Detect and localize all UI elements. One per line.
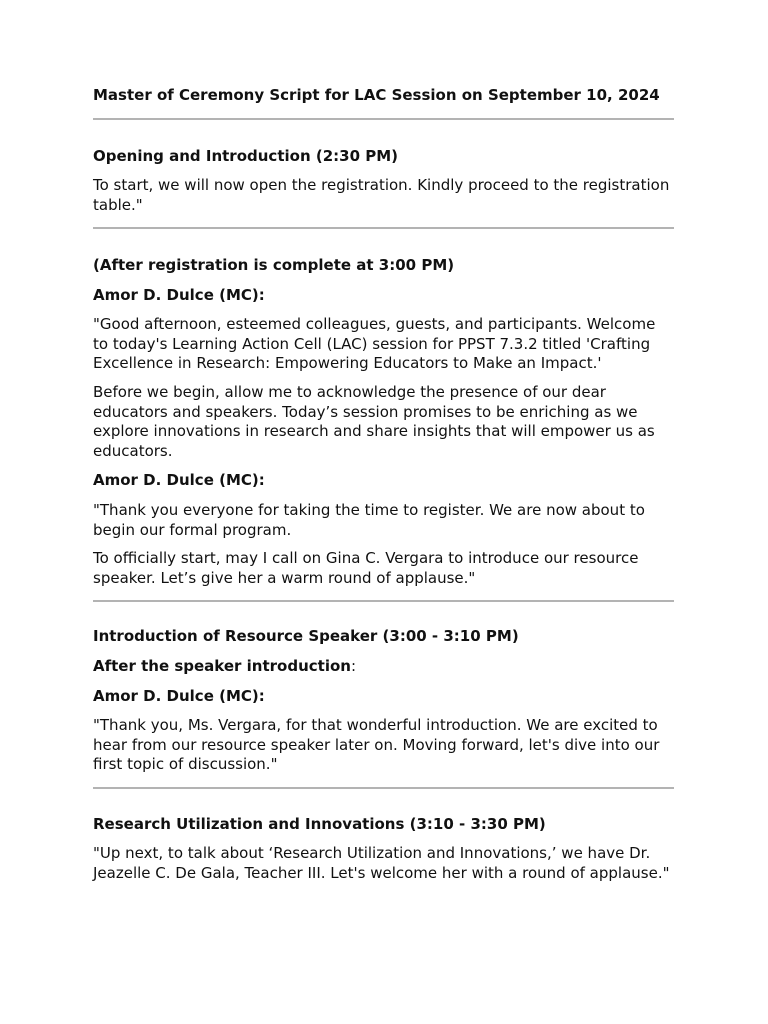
- call-speaker-paragraph: To officially start, may I call on Gina C. Vergara to introduce our resource speaker. Let’s give her a warm round of applause.": [93, 549, 639, 587]
- speaker-intro-heading: Introduction of Resource Speaker (3:00 - 3:10 PM): [93, 627, 519, 646]
- after-intro-line: [93, 657, 674, 677]
- speaker-label: Amor D. Dulce (MC):: [93, 686, 265, 705]
- speaker-label: Amor D. Dulce (MC):: [93, 471, 265, 490]
- section-divider: [93, 787, 674, 789]
- acknowledgement-paragraph: Before we begin, allow me to acknowledge the presence of our dear educators and speakers. Today’s session promises to be enriching as we explore innovations in research and share insights that will empower us as educators.: [93, 383, 655, 460]
- section-divider: [93, 118, 674, 120]
- section-divider: [93, 227, 674, 229]
- after-intro-label: After the speaker introduction: [93, 656, 351, 675]
- research-heading: Research Utilization and Innovations (3:10 - 3:30 PM): [93, 814, 546, 833]
- thank-you-paragraph: "Thank you everyone for taking the time to register. We are now about to begin our formal program.: [93, 501, 645, 539]
- after-intro-colon: :: [350, 656, 357, 675]
- section-divider: [93, 600, 674, 602]
- document-title: Master of Ceremony Script for LAC Session on September 10, 2024: [93, 86, 660, 104]
- speaker-label: Amor D. Dulce (MC):: [93, 285, 265, 304]
- welcome-paragraph: "Good afternoon, esteemed colleagues, guests, and participants. Welcome to today's Learning Action Cell (LAC) session for PPST 7.3.2 titled 'Crafting Excellence in Research: Empowering Educators to Make an Impact.': [93, 315, 656, 373]
- after-registration-heading: (After registration is complete at 3:00 PM): [93, 256, 455, 275]
- research-paragraph: "Up next, to talk about ‘Research Utilization and Innovations,’ we have Dr. Jeazelle C. De Gala, Teacher III. Let's welcome her with a round of applause.": [93, 844, 670, 882]
- opening-text: To start, we will now open the registration. Kindly proceed to the registration table.": [93, 176, 670, 214]
- intro-thanks-paragraph: "Thank you, Ms. Vergara, for that wonderful introduction. We are excited to hear from our resource speaker later on. Moving forward, let's dive into our first topic of discussion.": [93, 716, 660, 774]
- opening-heading: Opening and Introduction (2:30 PM): [93, 146, 399, 165]
